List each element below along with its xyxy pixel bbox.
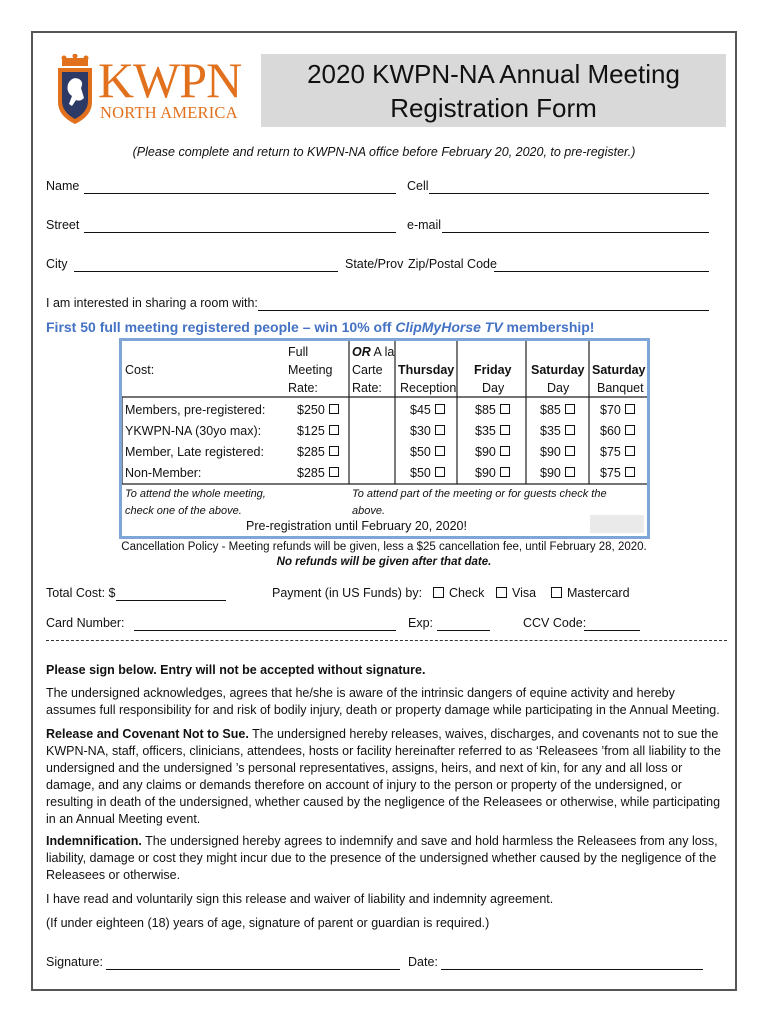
carte-header-2: Carte	[352, 363, 383, 377]
email-label: e-mail	[407, 218, 442, 232]
checkbox[interactable]	[433, 587, 444, 598]
city-field[interactable]	[74, 271, 338, 272]
minor-guardian-note: (If under eighteen (18) years of age, signature of parent or guardian is required.)	[46, 916, 490, 930]
ykwpn-full-price: $125	[297, 424, 339, 438]
ykwpn-thu-price: $30	[410, 424, 445, 438]
signature-label: Signature:	[46, 955, 103, 969]
thursday-sub: Reception	[400, 381, 457, 395]
payment-method-label: Payment (in US Funds) by:	[272, 586, 423, 600]
row-label-nonmember: Non-Member:	[125, 466, 202, 480]
logo-brand: KWPN	[98, 52, 242, 108]
sat-day-sub: Day	[547, 381, 570, 395]
promo-text: First 50 full meeting registered people – win 10% off	[46, 319, 396, 335]
promo-text-end: membership!	[502, 319, 595, 335]
nonmember-full-price: $285	[297, 466, 339, 480]
row-label-members: Members, pre-registered:	[125, 403, 266, 417]
note-right-2: above.	[352, 505, 386, 517]
friday-sub: Day	[482, 381, 505, 395]
nonmember-banquet-price: $75	[600, 466, 635, 480]
cut-line	[46, 640, 727, 641]
prereg-deadline: Pre-registration until February 20, 2020!	[246, 519, 467, 533]
checkbox[interactable]	[435, 425, 445, 435]
release-text: The undersigned hereby releases, waives, discharges, and covenants not to sue the KWPN-NA, staff, officers, clinicians, attendees, hosts or facility hereinafter referred to as ‘Releasees ’from all liability to the undersigned and the undersigned ’s personal representatives, assigns, heirs, and next of kin, for any and all loss or damage, and any claims or demands therefore on account of injury to the person or property of the undersigned, or resulting in death of the undersigned, whether caused by the negligence of the Releasees or otherwise, while participating in an Annual Meeting event.	[46, 727, 721, 826]
sign-below-notice: Please sign below. Entry will not be accepted without signature.	[46, 663, 426, 677]
zip-label: Zip/Postal Code	[408, 257, 497, 271]
nonmember-fri-price: $90	[475, 466, 510, 480]
indemnification-heading: Indemnification.	[46, 834, 142, 848]
acknowledgement-paragraph: The undersigned acknowledges, agrees that he/she is aware of the intrinsic dangers of equine activity and hereby assumes full responsibility for and risk of bodily injury, death or property damage while participating in the Annual Meeting.	[46, 686, 720, 717]
room-share-field[interactable]	[258, 310, 709, 311]
total-cost-label: Total Cost: $	[46, 586, 116, 600]
checkbox[interactable]	[565, 425, 575, 435]
late-satday-price: $90	[540, 445, 575, 459]
checkbox[interactable]	[625, 404, 635, 414]
promo-banner	[46, 319, 594, 335]
visa-option[interactable]: Visa	[496, 586, 536, 600]
checkbox[interactable]	[500, 404, 510, 414]
total-cost-field[interactable]	[116, 600, 226, 601]
name-field[interactable]	[84, 193, 396, 194]
carte-a-la: A la	[370, 345, 395, 359]
checkbox[interactable]	[496, 587, 507, 598]
zip-field[interactable]	[494, 271, 709, 272]
ykwpn-banquet-price: $60	[600, 424, 635, 438]
note-right-1: To attend part of the meeting or for guests check the	[352, 488, 607, 500]
checkbox[interactable]	[435, 404, 445, 414]
room-share-label: I am interested in sharing a room with:	[46, 296, 258, 310]
carte-or: OR	[352, 345, 371, 359]
late-thu-price: $50	[410, 445, 445, 459]
checkbox[interactable]	[565, 467, 575, 477]
kwpn-logo	[54, 54, 254, 126]
members-satday-price: $85	[540, 403, 575, 417]
mastercard-option[interactable]: Mastercard	[551, 586, 630, 600]
checkbox[interactable]	[435, 467, 445, 477]
note-left-1: To attend the whole meeting,	[125, 488, 266, 500]
checkbox[interactable]	[625, 446, 635, 456]
date-field[interactable]	[441, 969, 703, 970]
full-header-3: Rate:	[288, 381, 318, 395]
card-number-field[interactable]	[134, 630, 396, 631]
ccv-field[interactable]	[584, 630, 640, 631]
ykwpn-fri-price: $35	[475, 424, 510, 438]
checkbox[interactable]	[551, 587, 562, 598]
title-line-2: Registration Form	[390, 92, 597, 123]
indemnification-text: The undersigned hereby agrees to indemnify and save and hold harmless the Releasees from any loss, liability, damage or cost they might incur due to the presence of the undersigned whether caused by the negligence of the Releasees or otherwise.	[46, 834, 718, 882]
members-full-price: $250	[297, 403, 339, 417]
ykwpn-satday-price: $35	[540, 424, 575, 438]
logo-subtitle: NORTH AMERICA	[100, 103, 238, 122]
name-label: Name	[46, 179, 80, 193]
exp-field[interactable]	[437, 630, 490, 631]
checkbox[interactable]	[625, 425, 635, 435]
note-left-2: check one of the above.	[125, 505, 242, 517]
title-line-1: 2020 KWPN-NA Annual Meeting	[307, 58, 680, 89]
street-label: Street	[46, 218, 80, 232]
nonmember-thu-price: $50	[410, 466, 445, 480]
checkbox[interactable]	[500, 425, 510, 435]
cell-label: Cell	[407, 179, 429, 193]
cancellation-policy: Cancellation Policy - Meeting refunds will be given, less a $25 cancellation fee, until February 28, 2020.	[121, 541, 647, 553]
indemnification-paragraph	[46, 833, 726, 884]
late-banquet-price: $75	[600, 445, 635, 459]
checkbox[interactable]	[329, 467, 339, 477]
checkbox[interactable]	[500, 467, 510, 477]
signature-field[interactable]	[106, 969, 400, 970]
state-label: State/Prov	[345, 257, 404, 271]
release-heading: Release and Covenant Not to Sue.	[46, 727, 249, 741]
row-label-ykwpn: YKWPN-NA (30yo max):	[125, 424, 262, 438]
checkbox[interactable]	[329, 425, 339, 435]
late-fri-price: $90	[475, 445, 510, 459]
ccv-label: CCV Code:	[523, 616, 587, 630]
members-thu-price: $45	[410, 403, 445, 417]
promo-brand: ClipMyHorse TV	[395, 319, 503, 335]
nonmember-satday-price: $90	[540, 466, 575, 480]
release-paragraph	[46, 726, 726, 828]
instructions: (Please complete and return to KWPN-NA office before February 20, 2020, to pre-register.)	[132, 145, 636, 159]
late-full-price: $285	[297, 445, 339, 459]
cost-header: Cost:	[125, 363, 155, 377]
members-banquet-price: $70	[600, 403, 635, 417]
checkbox[interactable]	[500, 446, 510, 456]
street-field[interactable]	[84, 232, 396, 233]
date-label: Date:	[408, 955, 438, 969]
checkbox[interactable]	[565, 446, 575, 456]
thursday-header: Thursday	[398, 363, 455, 377]
agreement-statement: I have read and voluntarily sign this release and waiver of liability and indemnity agreement.	[46, 892, 554, 906]
fee-table	[119, 338, 650, 539]
checkbox[interactable]	[435, 446, 445, 456]
checkbox[interactable]	[329, 404, 339, 414]
check-option[interactable]: Check	[433, 586, 484, 600]
checkbox[interactable]	[625, 467, 635, 477]
sat-day-header: Saturday	[531, 363, 585, 377]
sat-banquet-sub: Banquet	[597, 381, 644, 395]
no-refunds-note: No refunds will be given after that date.	[276, 556, 492, 568]
full-header-2: Meeting	[288, 363, 333, 377]
sat-banquet-header: Saturday	[592, 363, 646, 377]
members-fri-price: $85	[475, 403, 510, 417]
card-number-label: Card Number:	[46, 616, 125, 630]
email-field[interactable]	[442, 232, 709, 233]
exp-label: Exp:	[408, 616, 434, 630]
cell-field[interactable]	[429, 193, 709, 194]
city-label: City	[46, 257, 68, 271]
row-label-late: Member, Late registered:	[125, 445, 264, 459]
full-header-1: Full	[288, 345, 309, 359]
checkbox[interactable]	[565, 404, 575, 414]
checkbox[interactable]	[329, 446, 339, 456]
friday-header: Friday	[474, 363, 512, 377]
page-title	[261, 54, 726, 127]
carte-header-3: Rate:	[352, 381, 382, 395]
